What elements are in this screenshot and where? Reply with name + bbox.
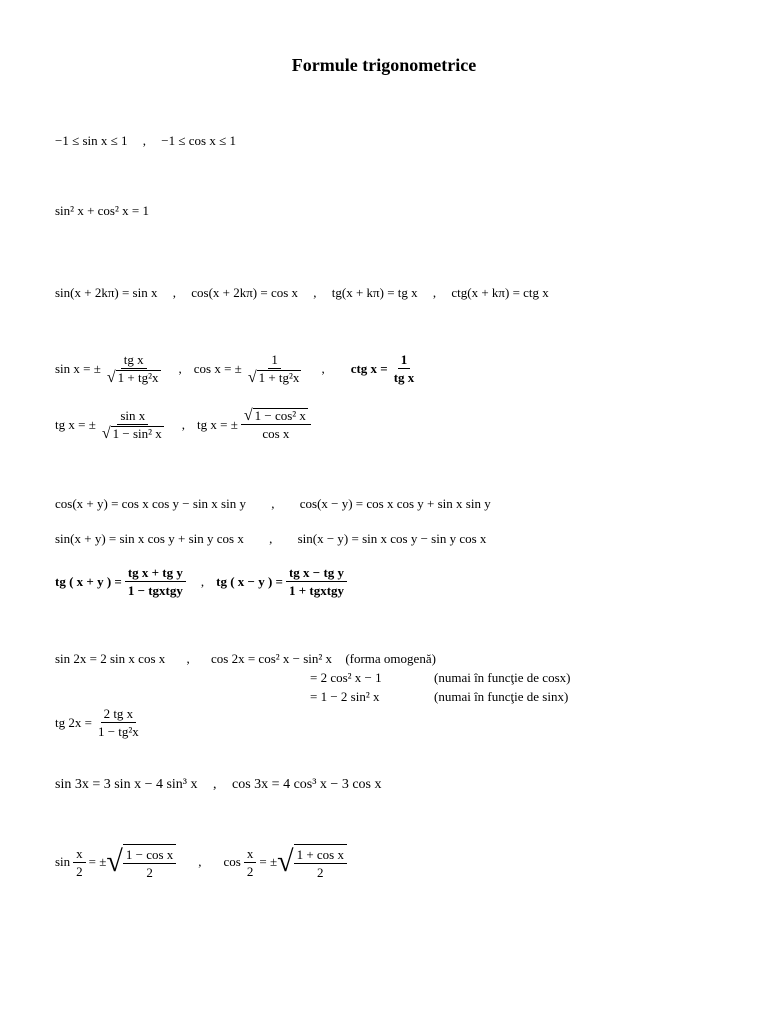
fraction-numerator: x <box>73 846 86 863</box>
formula-bounds <box>55 133 236 149</box>
formula-double-angle <box>55 651 436 667</box>
sqrt-icon: √ <box>243 407 253 424</box>
fraction-numerator: 1 − cos x <box>123 847 176 864</box>
formula-tg-2x-lhs: tg 2x = <box>55 714 92 730</box>
sqrt-icon: √ <box>101 425 111 442</box>
fraction-numerator: tg x − tg y <box>286 565 347 582</box>
comma: , <box>321 360 325 376</box>
fraction-tg-diff <box>286 565 347 598</box>
fraction-numerator: tg x <box>121 352 147 369</box>
sqrt-expression <box>245 369 305 385</box>
comma: , <box>213 777 217 792</box>
sqrt-icon: √ <box>106 845 123 878</box>
fraction-tg-sum <box>125 565 186 598</box>
fraction-denominator: 1 + tgxtgy <box>288 583 345 598</box>
formula-cos-2x: cos 2x = cos² x − sin² x <box>211 651 333 666</box>
formula-ctgx-lhs: ctg x = <box>350 360 388 376</box>
formula-cos-3x: cos 3x = 4 cos³ x − 3 cos x <box>232 777 382 792</box>
sqrt-radicand: 1 + tg²x <box>258 370 300 385</box>
fraction-numerator: x <box>244 846 257 863</box>
fraction-numerator: tg x + tg y <box>125 565 186 582</box>
sqrt-expression <box>99 425 167 441</box>
fraction-radicand <box>294 844 347 880</box>
formula-cosx-lhs: cos x = ± <box>193 360 242 376</box>
formula-tg-x-minus-y-lhs: tg ( x − y ) = <box>216 573 283 589</box>
sqrt-expression <box>241 408 311 425</box>
comma: , <box>200 573 205 589</box>
page-title: Formule trigonometrice <box>291 55 477 75</box>
formula-periodicity <box>55 285 549 301</box>
note-sin: (numai în funcţie de sinx) <box>434 689 569 704</box>
formula-cos-2x-sin <box>310 689 379 705</box>
fraction-x-over-2 <box>244 846 257 879</box>
formula-cos-2x-alt2: = 1 − 2 sin² x <box>310 689 380 704</box>
fraction-denominator: 1 − tg²x <box>97 724 139 739</box>
fraction-denominator: 2 <box>76 863 83 879</box>
formula-tgx-lhs-2: tg x = ± <box>197 416 238 432</box>
fraction-x-over-2 <box>73 846 86 879</box>
formula-cos-half-lhs: cos <box>223 854 241 869</box>
formula-sin-half-lhs: sin <box>55 854 71 869</box>
formula-sin-sum <box>55 531 486 547</box>
formula-tgx-lhs: tg x = ± <box>55 416 96 432</box>
formula-sin-x-minus-y: sin(x − y) = sin x cos y − sin y cos x <box>297 531 487 546</box>
formula-cos-2x-cos <box>310 670 382 686</box>
fraction-numerator: 1 <box>268 352 281 369</box>
formula-sin-2x: sin 2x = 2 sin x cos x <box>55 651 166 666</box>
comma: , <box>186 651 190 666</box>
sqrt-icon: √ <box>247 369 257 386</box>
comma: , <box>269 531 273 546</box>
fraction-sinx-tg <box>104 352 164 385</box>
comma: , <box>172 285 176 300</box>
note-cos: (numai în funcţie de cosx) <box>434 670 571 685</box>
fraction-numerator: 1 + cos x <box>294 847 347 864</box>
formula-cos-x-plus-y: cos(x + y) = cos x cos y − sin x sin y <box>55 496 246 511</box>
formula-sin-x-plus-y: sin(x + y) = sin x cos y + sin y cos x <box>55 531 244 546</box>
sqrt-radicand: 1 − cos² x <box>254 408 306 423</box>
formula-sin-3x: sin 3x = 3 sin x − 4 sin³ x <box>55 777 198 792</box>
formula-half-angle <box>55 844 347 880</box>
comma: , <box>178 360 182 376</box>
note-forma-omogena: (forma omogenă) <box>345 651 436 666</box>
formula-triple-angle <box>55 777 382 793</box>
fraction-numerator: 1 <box>398 352 411 369</box>
fraction-cosx-tg <box>245 352 305 385</box>
formula-sinx-lhs: sin x = ± <box>55 360 101 376</box>
formula-tg-x-plus-y-lhs: tg ( x + y ) = <box>55 573 122 589</box>
formula-cos-bounds: −1 ≤ cos x ≤ 1 <box>161 133 236 148</box>
fraction-denominator: 2 <box>317 865 324 880</box>
fraction-denominator: 2 <box>246 863 254 879</box>
fraction-ctgx <box>391 352 418 385</box>
formula-cos-x-minus-y: cos(x − y) = cos x cos y + sin x sin y <box>299 496 491 511</box>
sqrt-radicand: 1 − sin² x <box>112 426 162 441</box>
sqrt-icon: √ <box>106 369 116 386</box>
formula-sin-period: sin(x + 2kπ) = sin x <box>55 285 158 300</box>
formula-equals-pm: = ± <box>259 854 278 869</box>
comma: , <box>313 285 317 300</box>
formula-equals-pm: = ± <box>88 854 107 869</box>
fraction-numerator: sin x <box>117 408 148 425</box>
fraction-denominator: 1 − tgxtgy <box>127 583 183 598</box>
sqrt-expression <box>277 844 347 880</box>
formula-sin-cos-from-tg <box>55 352 420 385</box>
formula-tg-period: tg(x + kπ) = tg x <box>331 285 418 300</box>
formula-cos-period: cos(x + 2kπ) = cos x <box>191 285 299 300</box>
formula-ctg-period: ctg(x + kπ) = ctg x <box>451 285 549 300</box>
fraction-denominator: cos x <box>262 426 290 441</box>
formula-cos-2x-alt1: = 2 cos² x − 1 <box>310 670 382 685</box>
fraction-denominator: 2 <box>146 865 153 880</box>
formula-pythagorean <box>55 203 149 219</box>
comma: , <box>181 416 186 432</box>
sqrt-expression <box>106 844 176 880</box>
formula-sin-bounds: −1 ≤ sin x ≤ 1 <box>55 133 128 148</box>
fraction-numerator: 2 tg x <box>101 706 137 723</box>
fraction-tg-2x <box>95 706 142 739</box>
fraction-radicand <box>123 844 176 880</box>
formula-cos-sum <box>55 496 491 512</box>
formula-tg-2x <box>55 706 145 739</box>
comma: , <box>198 854 202 869</box>
formula-tg-from-sin-cos <box>55 408 314 441</box>
formula-tg-sum <box>55 565 350 598</box>
comma: , <box>142 133 147 148</box>
sqrt-radicand: 1 + tg²x <box>117 370 159 385</box>
fraction-denominator: tg x <box>393 370 415 385</box>
comma: , <box>432 285 437 300</box>
comma: , <box>271 496 275 511</box>
fraction-tg-sin <box>99 408 167 441</box>
sqrt-icon: √ <box>277 845 294 878</box>
sqrt-expression <box>104 369 164 385</box>
fraction-tg-cos <box>241 408 311 441</box>
formula-pythagorean-identity: sin² x + cos² x = 1 <box>55 203 149 218</box>
